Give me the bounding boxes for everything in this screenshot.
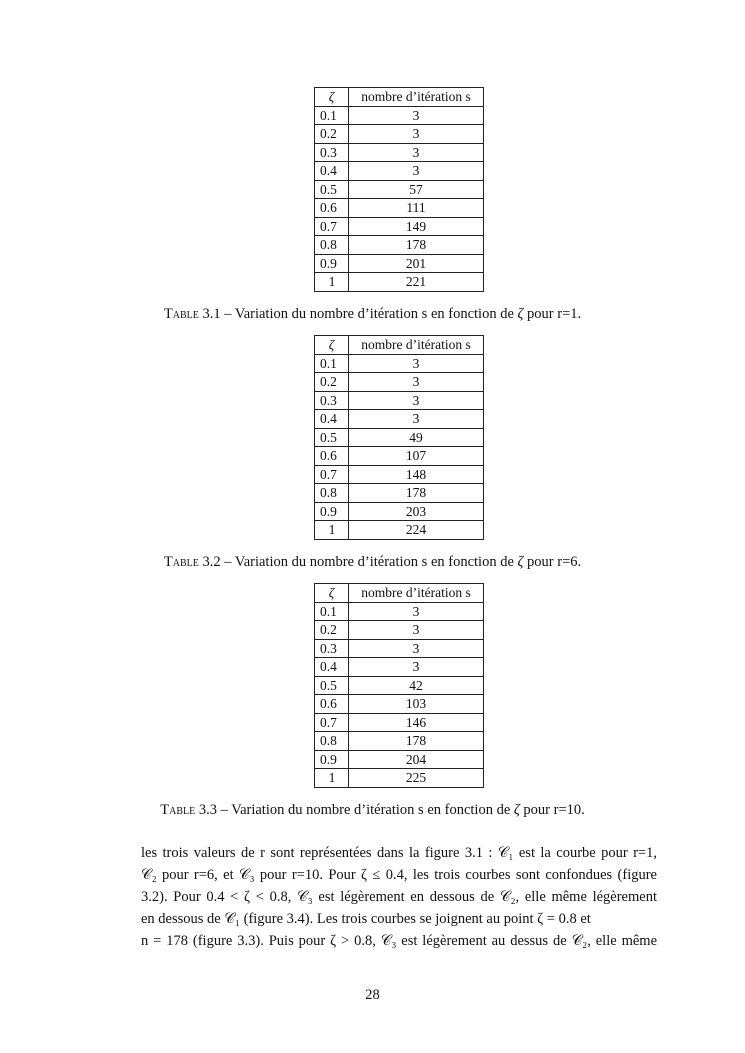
table-row xyxy=(315,162,484,181)
zeta-cell: 0.3 xyxy=(315,391,349,410)
iterations-cell: 57 xyxy=(349,180,484,199)
iterations-cell: 3 xyxy=(349,602,484,621)
iterations-cell: 178 xyxy=(349,732,484,751)
table-row xyxy=(315,502,484,521)
column-header-iterations: nombre d’itération s xyxy=(349,584,484,603)
table-row xyxy=(315,199,484,218)
table-row xyxy=(315,521,484,540)
iterations-cell: 3 xyxy=(349,106,484,125)
table-row xyxy=(315,658,484,677)
paragraph-line: n = 178 (figure 3.3). Puis pour ζ > 0.8, 𝒞₃ est légèrement au dessus de 𝒞₂, elle même xyxy=(141,933,657,949)
table-row xyxy=(315,180,484,199)
iterations-cell: 146 xyxy=(349,713,484,732)
caption-tail: pour r=10. xyxy=(523,802,585,818)
table-row xyxy=(315,125,484,144)
iterations-cell: 3 xyxy=(349,162,484,181)
iterations-cell: 107 xyxy=(349,447,484,466)
zeta-cell: 0.2 xyxy=(315,125,349,144)
column-header-iterations: nombre d’itération s xyxy=(349,336,484,355)
table-caption xyxy=(0,305,745,323)
zeta-cell: 0.6 xyxy=(315,695,349,714)
zeta-cell: 0.1 xyxy=(315,354,349,373)
paragraph-line: les trois valeurs de r sont représentées dans la figure 3.1 : 𝒞₁ est la courbe pour r=1, xyxy=(141,845,657,861)
iterations-cell: 3 xyxy=(349,143,484,162)
iteration-table xyxy=(314,583,484,788)
caption-text: Variation du nombre d’itération s en fonction de xyxy=(234,306,514,322)
zeta-cell: 0.5 xyxy=(315,676,349,695)
iterations-cell: 111 xyxy=(349,199,484,218)
table-row xyxy=(315,354,484,373)
table-row xyxy=(315,217,484,236)
table-caption xyxy=(0,801,745,819)
table-row xyxy=(315,713,484,732)
caption-symbol: ζ xyxy=(513,802,520,818)
paragraph-line: en dessous de 𝒞₁ (figure 3.4). Les trois courbes se joignent au point ζ = 0.8 et xyxy=(141,911,591,927)
iterations-cell: 3 xyxy=(349,373,484,392)
zeta-cell: 0.2 xyxy=(315,621,349,640)
body-paragraph xyxy=(141,842,657,952)
table-row xyxy=(315,428,484,447)
table-row xyxy=(315,391,484,410)
iteration-table xyxy=(314,87,484,292)
iteration-table xyxy=(314,335,484,540)
zeta-cell: 0.7 xyxy=(315,465,349,484)
table-row xyxy=(315,750,484,769)
table-3-3 xyxy=(314,583,484,788)
table-row xyxy=(315,143,484,162)
zeta-cell: 0.1 xyxy=(315,602,349,621)
caption-label: Table 3.2 – xyxy=(163,554,232,570)
table-3-1 xyxy=(314,87,484,292)
table-row xyxy=(315,695,484,714)
table-row xyxy=(315,447,484,466)
zeta-cell: 0.8 xyxy=(315,732,349,751)
zeta-cell: 0.8 xyxy=(315,484,349,503)
zeta-cell: 0.1 xyxy=(315,106,349,125)
zeta-cell: 0.9 xyxy=(315,750,349,769)
caption-symbol: ζ xyxy=(517,306,524,322)
iterations-cell: 42 xyxy=(349,676,484,695)
caption-symbol: ζ xyxy=(517,554,524,570)
column-header-iterations: nombre d’itération s xyxy=(349,88,484,107)
zeta-cell: 0.9 xyxy=(315,254,349,273)
table-caption xyxy=(0,553,745,571)
zeta-cell: 1 xyxy=(315,273,349,292)
table-row xyxy=(315,236,484,255)
iterations-cell: 49 xyxy=(349,428,484,447)
table-3-2 xyxy=(314,335,484,540)
zeta-cell: 0.9 xyxy=(315,502,349,521)
caption-tail: pour r=6. xyxy=(527,554,582,570)
column-header-zeta: ζ xyxy=(315,336,349,355)
iterations-cell: 203 xyxy=(349,502,484,521)
paragraph-line: 3.2). Pour 0.4 < ζ < 0.8, 𝒞₃ est légèrement en dessous de 𝒞₂, elle même légèrement xyxy=(141,889,657,905)
caption-label: Table 3.1 – xyxy=(163,306,232,322)
iterations-cell: 3 xyxy=(349,125,484,144)
zeta-cell: 0.6 xyxy=(315,447,349,466)
table-row xyxy=(315,465,484,484)
column-header-zeta: ζ xyxy=(315,584,349,603)
page-number: 28 xyxy=(365,987,380,1003)
zeta-cell: 0.6 xyxy=(315,199,349,218)
table-row xyxy=(315,410,484,429)
zeta-cell: 1 xyxy=(315,769,349,788)
iterations-cell: 224 xyxy=(349,521,484,540)
table-row xyxy=(315,639,484,658)
zeta-cell: 0.7 xyxy=(315,217,349,236)
table-row xyxy=(315,254,484,273)
table-row xyxy=(315,373,484,392)
caption-tail: pour r=1. xyxy=(527,306,582,322)
iterations-cell: 3 xyxy=(349,354,484,373)
zeta-cell: 0.3 xyxy=(315,639,349,658)
iterations-cell: 221 xyxy=(349,273,484,292)
iterations-cell: 3 xyxy=(349,658,484,677)
iterations-cell: 204 xyxy=(349,750,484,769)
table-row xyxy=(315,106,484,125)
zeta-cell: 0.4 xyxy=(315,410,349,429)
caption-text: Variation du nombre d’itération s en fonction de xyxy=(231,802,511,818)
caption-text: Variation du nombre d’itération s en fonction de xyxy=(234,554,514,570)
table-row xyxy=(315,602,484,621)
iterations-cell: 148 xyxy=(349,465,484,484)
iterations-cell: 178 xyxy=(349,484,484,503)
iterations-cell: 178 xyxy=(349,236,484,255)
iterations-cell: 201 xyxy=(349,254,484,273)
zeta-cell: 0.5 xyxy=(315,180,349,199)
table-row xyxy=(315,484,484,503)
table-row xyxy=(315,621,484,640)
column-header-zeta: ζ xyxy=(315,88,349,107)
zeta-cell: 0.7 xyxy=(315,713,349,732)
iterations-cell: 103 xyxy=(349,695,484,714)
zeta-cell: 1 xyxy=(315,521,349,540)
zeta-cell: 0.2 xyxy=(315,373,349,392)
iterations-cell: 149 xyxy=(349,217,484,236)
zeta-cell: 0.5 xyxy=(315,428,349,447)
iterations-cell: 225 xyxy=(349,769,484,788)
zeta-cell: 0.4 xyxy=(315,658,349,677)
zeta-cell: 0.3 xyxy=(315,143,349,162)
iterations-cell: 3 xyxy=(349,621,484,640)
table-row xyxy=(315,676,484,695)
zeta-cell: 0.4 xyxy=(315,162,349,181)
table-row xyxy=(315,769,484,788)
caption-label: Table 3.3 – xyxy=(160,802,228,818)
zeta-cell: 0.8 xyxy=(315,236,349,255)
table-row xyxy=(315,273,484,292)
paragraph-line: 𝒞₂ pour r=6, et 𝒞₃ pour r=10. Pour ζ ≤ 0.4, les trois courbes sont confondues (figure xyxy=(141,867,657,883)
iterations-cell: 3 xyxy=(349,410,484,429)
table-row xyxy=(315,732,484,751)
iterations-cell: 3 xyxy=(349,639,484,658)
iterations-cell: 3 xyxy=(349,391,484,410)
